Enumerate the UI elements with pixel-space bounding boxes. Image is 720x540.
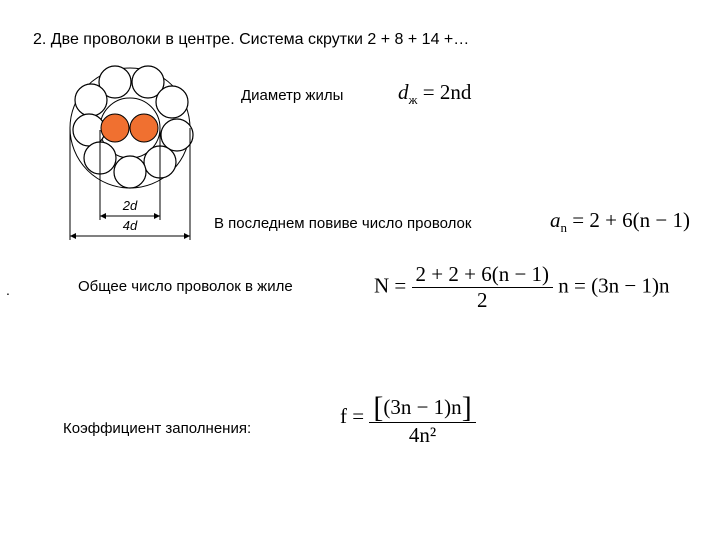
inner-dimension-label: 2d (122, 198, 138, 213)
last-layer-label: В последнем повиве число проволок (214, 215, 472, 232)
outer-wire (156, 86, 188, 118)
center-wire (101, 114, 129, 142)
wire-cross-section-diagram (60, 60, 210, 250)
outer-wire (114, 156, 146, 188)
diameter-label: Диаметр жилы (241, 87, 344, 104)
total-formula: N = $\frac{2 + 2 + 6(n - 1)}{2}$ n = (3n − 1)n (374, 262, 670, 312)
outer-dimension-label: 4d (122, 218, 138, 233)
fill-factor-label: Коэффициент заполнения: (63, 420, 252, 437)
center-wires (101, 114, 158, 142)
fill-factor-formula: f = $\frac{[(3n - 1)n]}{\text{4n²}}$ (340, 388, 476, 448)
outer-wire (75, 84, 107, 116)
total-label: Общее число проволок в жиле (78, 278, 293, 295)
slide-title: 2. Две проволоки в центре. Система скрутки 2 + 8 + 14 +… (33, 31, 470, 48)
diameter-formula: $d_ж = 2nd$ (398, 80, 472, 107)
center-wire (130, 114, 158, 142)
last-layer-formula: $a_n = 2 + 6(n - 1)$ (550, 208, 691, 235)
outer-wire (161, 119, 193, 151)
bullet-dot: . (6, 282, 10, 298)
